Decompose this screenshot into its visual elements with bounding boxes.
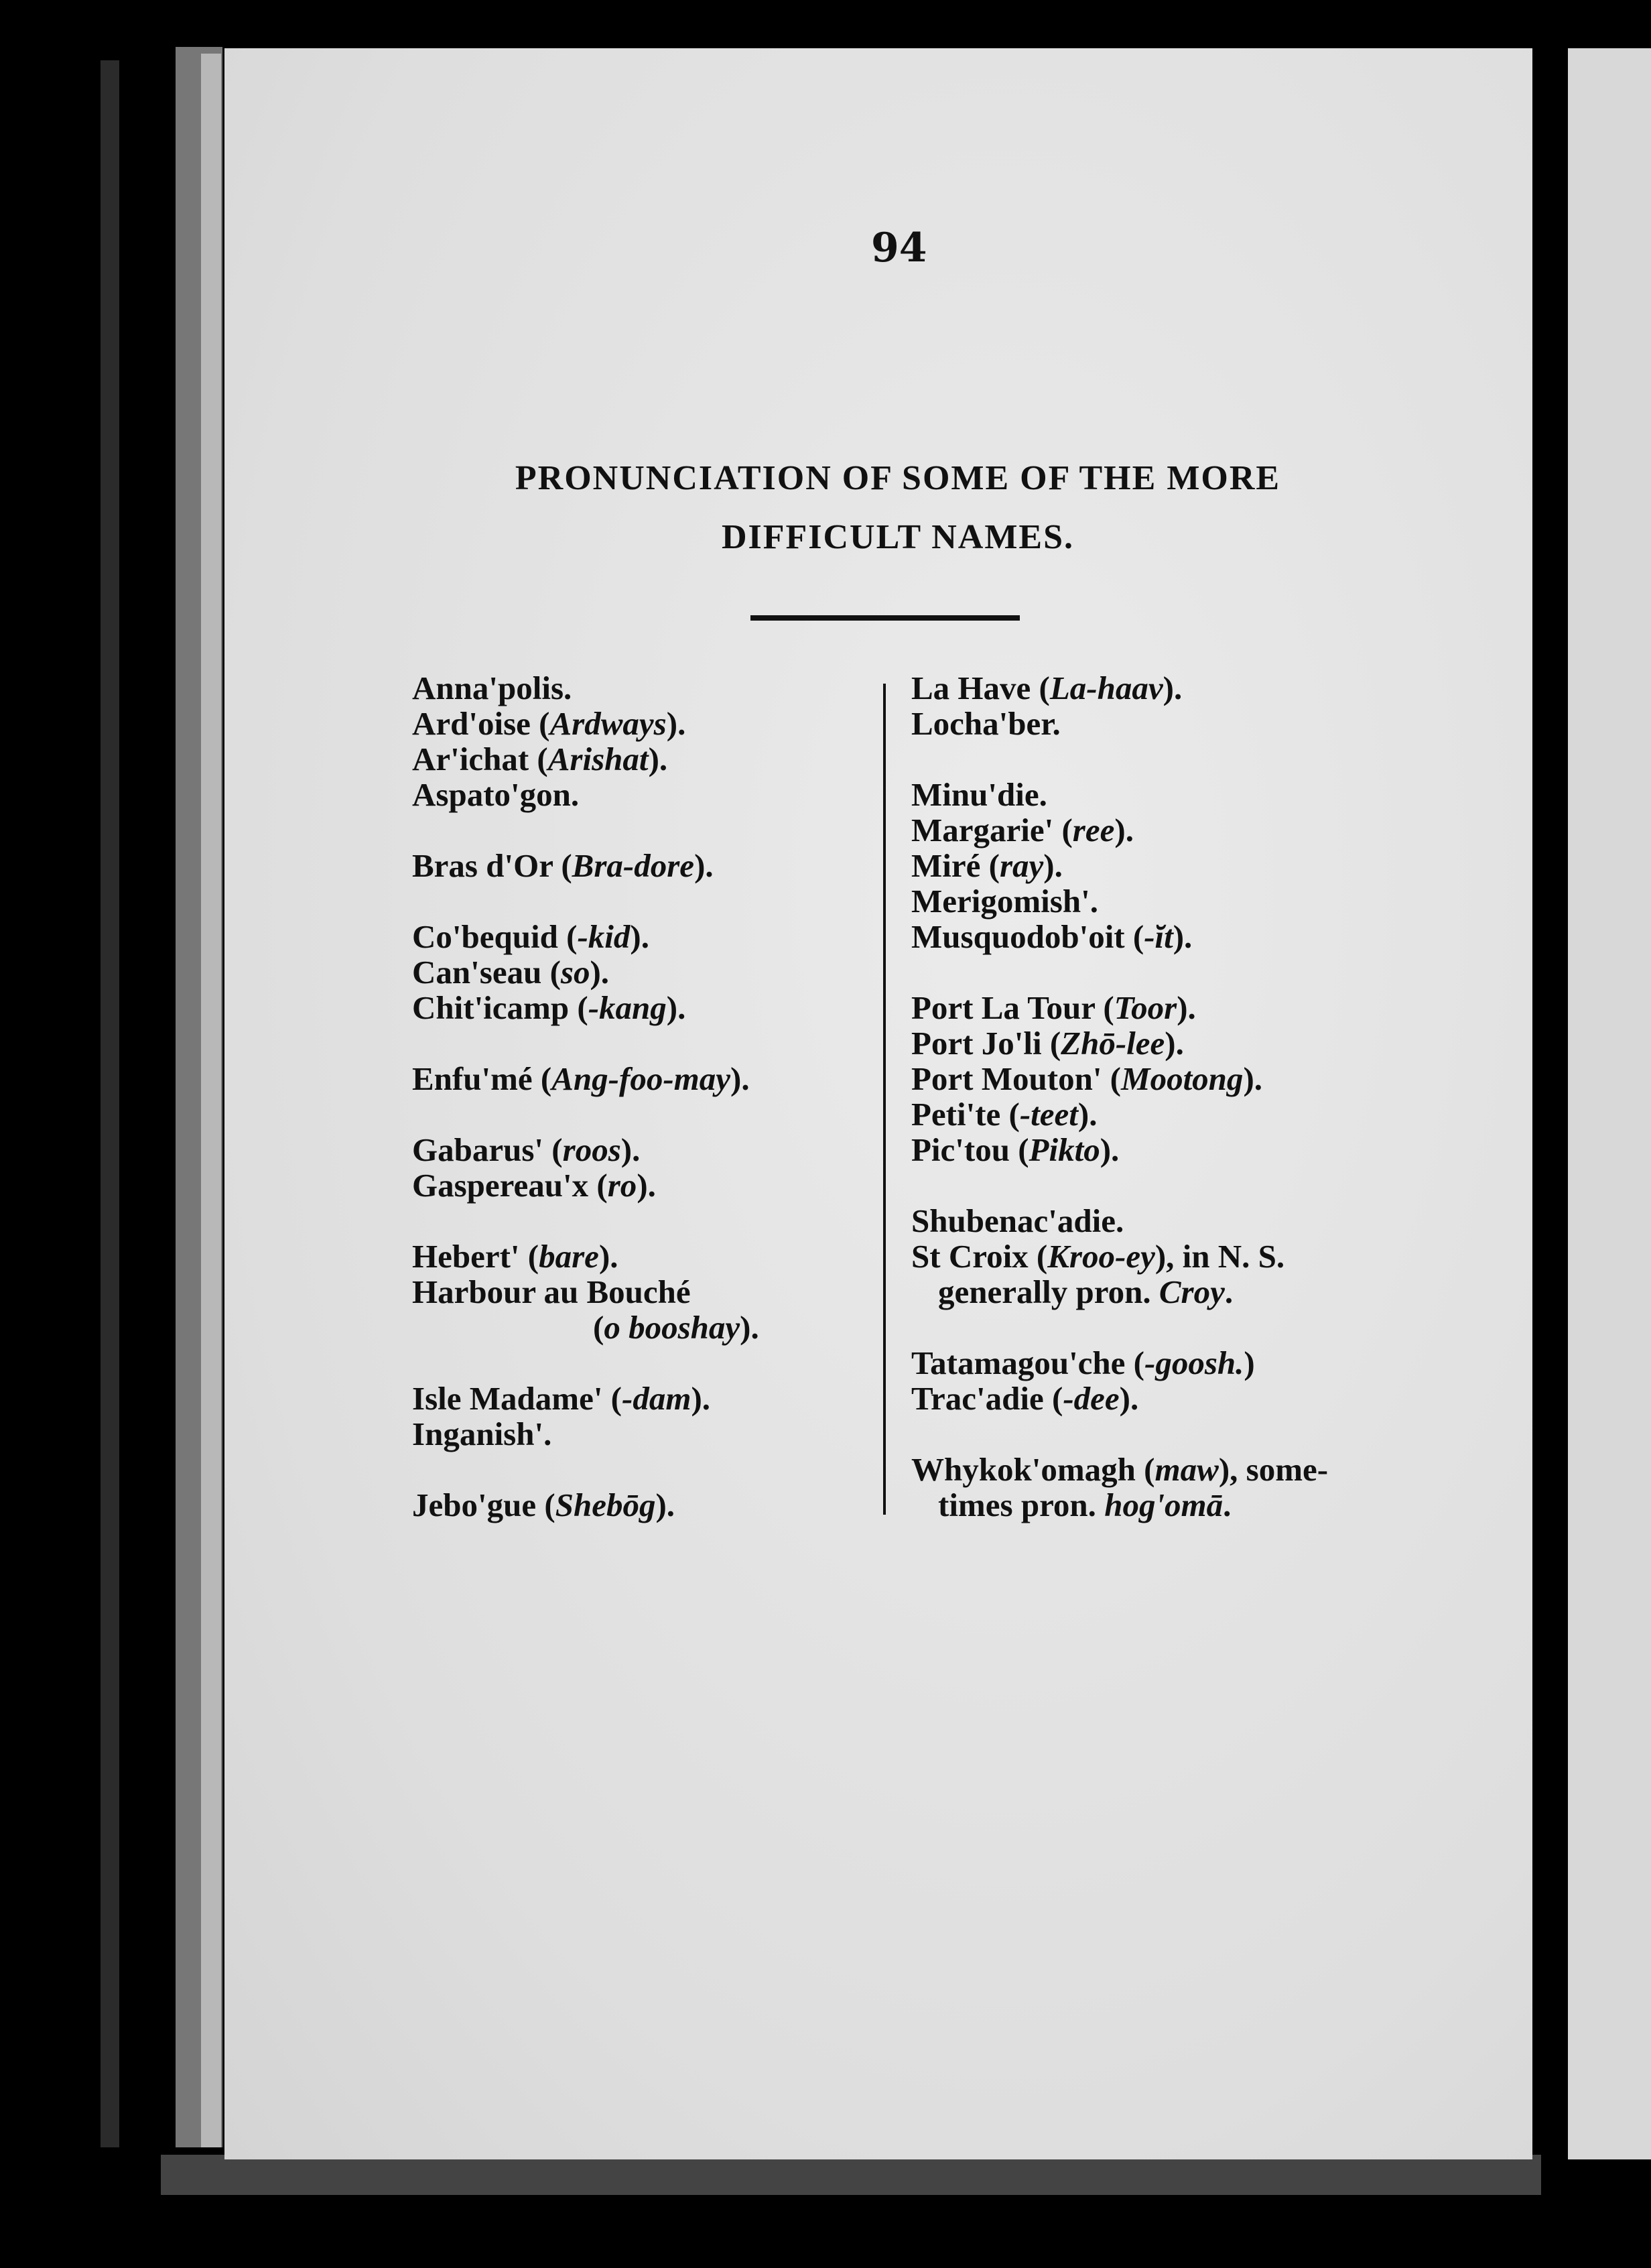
- entry-gap: [412, 812, 881, 848]
- entry-tail: ).: [1243, 1060, 1263, 1097]
- entry-tail: ).: [740, 1309, 759, 1346]
- entry-name: Musquodob'oit (: [911, 918, 1144, 955]
- entry-tail: ).: [691, 1380, 711, 1417]
- place-name-entry: [911, 1132, 1394, 1168]
- entry-name: Merigomish'.: [911, 883, 1098, 920]
- place-name-entry: [412, 1168, 881, 1203]
- place-name-entry: [911, 1239, 1394, 1274]
- place-name-entry: [911, 848, 1394, 883]
- entry-name: St Croix (: [911, 1238, 1048, 1275]
- entry-name: Harbour au Bouché: [412, 1273, 691, 1310]
- entry-pronunciation: roos: [562, 1131, 621, 1168]
- entry-name: Isle Madame' (: [412, 1380, 622, 1417]
- entry-name: Co'bequid (: [412, 918, 578, 955]
- entry-tail: ).: [1100, 1131, 1120, 1168]
- entry-pronunciation: Shebōg: [555, 1487, 656, 1523]
- entry-name: Port Jo'li (: [911, 1025, 1061, 1062]
- entry-pronunciation: so: [560, 954, 590, 991]
- entry-pronunciation: maw: [1154, 1451, 1219, 1488]
- place-name-entry: [412, 1061, 881, 1096]
- entry-pronunciation: o booshay: [604, 1309, 740, 1346]
- entry-pronunciation: hog'omā: [1104, 1487, 1224, 1523]
- entry-gap: [911, 1416, 1394, 1452]
- entry-gap: [412, 1345, 881, 1381]
- entry-tail: ).: [648, 741, 668, 777]
- entry-tail: ).: [1077, 1096, 1098, 1133]
- place-name-entry: [412, 1274, 881, 1310]
- entry-name: Chit'icamp (: [412, 989, 588, 1026]
- entry-name: Anna'polis.: [412, 670, 572, 706]
- entry-pronunciation: Ang-foo-may: [551, 1060, 730, 1097]
- entry-pronunciation: Toor: [1114, 989, 1177, 1026]
- entry-tail: ).: [655, 1487, 675, 1523]
- title-line-1: PRONUNCIATION OF SOME OF THE MORE: [515, 459, 1281, 497]
- entry-name: La Have (: [911, 670, 1050, 706]
- page-title: [469, 449, 1327, 567]
- page-edge-shadow: [101, 60, 119, 2147]
- entry-name: times pron.: [938, 1487, 1105, 1523]
- entry-name: Margarie' (: [911, 812, 1073, 848]
- entry-name: Shubenac'adie.: [911, 1202, 1124, 1239]
- place-name-entry: [412, 670, 881, 706]
- entry-name: Enfu'mé (: [412, 1060, 552, 1097]
- entry-name: Port La Tour (: [911, 989, 1114, 1026]
- place-name-entry: [412, 1310, 881, 1345]
- place-name-entry: [412, 919, 881, 954]
- entry-name: Gaspereau'x (: [412, 1167, 608, 1204]
- entry-tail: ).: [637, 1167, 656, 1204]
- page-edge-light: [201, 54, 221, 2147]
- place-name-entry: [412, 990, 881, 1025]
- place-name-entry: [412, 848, 881, 883]
- entry-tail: .: [1223, 1487, 1232, 1523]
- place-name-entry: [911, 706, 1394, 741]
- entry-pronunciation: Ardways: [549, 705, 667, 742]
- entry-tail: ).: [1165, 1025, 1184, 1062]
- place-name-entry: [412, 954, 881, 990]
- place-name-entry: [911, 1096, 1394, 1132]
- entry-pronunciation: Zhō-lee: [1061, 1025, 1165, 1062]
- place-name-entry: [412, 1132, 881, 1168]
- entry-name: (: [593, 1309, 604, 1346]
- entry-name: Can'seau (: [412, 954, 561, 991]
- entry-pronunciation: bare: [539, 1238, 599, 1275]
- entry-pronunciation: -dam: [622, 1380, 691, 1417]
- entry-pronunciation: -goosh.: [1144, 1344, 1244, 1381]
- left-column: [412, 670, 881, 1523]
- entry-name: Trac'adie (: [911, 1380, 1063, 1417]
- entry-pronunciation: Arishat: [547, 741, 649, 777]
- entry-name: generally pron.: [938, 1273, 1159, 1310]
- entry-tail: ).: [590, 954, 610, 991]
- entry-tail: ).: [630, 918, 649, 955]
- entry-gap: [911, 1168, 1394, 1203]
- entry-tail: ).: [666, 989, 686, 1026]
- entry-pronunciation: -teet: [1019, 1096, 1078, 1133]
- place-name-entry: [911, 1381, 1394, 1416]
- entry-pronunciation: Pikto: [1029, 1131, 1100, 1168]
- title-rule: [750, 615, 1020, 621]
- entry-tail: ).: [1114, 812, 1134, 848]
- place-name-entry: [412, 706, 881, 741]
- entry-tail: ).: [694, 847, 714, 884]
- entry-name: Whykok'omagh (: [911, 1451, 1155, 1488]
- entry-gap: [412, 1096, 881, 1132]
- entry-gap: [412, 1452, 881, 1487]
- entry-name: Ard'oise (: [412, 705, 550, 742]
- place-name-entry: [911, 1061, 1394, 1096]
- entry-pronunciation: Bra-dore: [572, 847, 695, 884]
- entry-pronunciation: -kid: [577, 918, 631, 955]
- entry-tail: ): [1244, 1344, 1255, 1381]
- entry-pronunciation: -dee: [1063, 1380, 1120, 1417]
- right-column: [911, 670, 1394, 1523]
- place-name-entry: [911, 883, 1394, 919]
- entry-tail: ).: [730, 1060, 750, 1097]
- entry-pronunciation: Mootong: [1121, 1060, 1244, 1097]
- place-name-entry: [911, 812, 1394, 848]
- place-name-entry: [911, 1487, 1394, 1523]
- place-name-entry: [911, 1274, 1394, 1310]
- column-divider: [883, 684, 886, 1515]
- entry-tail: .: [1224, 1273, 1234, 1310]
- place-name-entry: [911, 1203, 1394, 1239]
- entry-pronunciation: La-haav: [1049, 670, 1163, 706]
- entry-name: Locha'ber.: [911, 705, 1061, 742]
- facing-page-edge: [1568, 48, 1651, 2159]
- entry-pronunciation: Kroo-ey: [1047, 1238, 1155, 1275]
- entry-tail: ).: [1119, 1380, 1139, 1417]
- entry-name: Peti'te (: [911, 1096, 1020, 1133]
- entry-pronunciation: Croy: [1159, 1273, 1225, 1310]
- title-line-2: DIFFICULT NAMES.: [721, 518, 1075, 556]
- entry-pronunciation: -ĭt: [1144, 918, 1173, 955]
- entry-gap: [911, 1310, 1394, 1345]
- entry-gap: [911, 954, 1394, 990]
- entry-name: Pic'tou (: [911, 1131, 1029, 1168]
- place-name-entry: [412, 1239, 881, 1274]
- entry-tail: ), some-: [1218, 1451, 1329, 1488]
- entry-name: Tatamagou'che (: [911, 1344, 1145, 1381]
- entry-name: Miré (: [911, 847, 1000, 884]
- place-name-entry: [412, 1416, 881, 1452]
- entry-tail: ).: [1177, 989, 1196, 1026]
- entry-name: Port Mouton' (: [911, 1060, 1121, 1097]
- entry-pronunciation: ro: [607, 1167, 637, 1204]
- entry-tail: ).: [666, 705, 686, 742]
- place-name-entry: [911, 990, 1394, 1025]
- entry-name: Ar'ichat (: [412, 741, 548, 777]
- entry-tail: ).: [620, 1131, 641, 1168]
- entry-name: Bras d'Or (: [412, 847, 572, 884]
- entry-tail: ).: [1043, 847, 1063, 884]
- entry-tail: ), in N. S.: [1154, 1238, 1285, 1275]
- entry-name: Hebert' (: [412, 1238, 539, 1275]
- entry-pronunciation: ray: [999, 847, 1044, 884]
- entry-tail: ).: [1173, 918, 1193, 955]
- place-name-entry: [911, 919, 1394, 954]
- entry-tail: ).: [598, 1238, 618, 1275]
- page-number: 94: [871, 225, 927, 271]
- entry-name: Aspato'gon.: [412, 776, 580, 813]
- entry-gap: [412, 1203, 881, 1239]
- entry-gap: [412, 1025, 881, 1061]
- entry-name: Inganish'.: [412, 1415, 552, 1452]
- entry-gap: [911, 741, 1394, 777]
- place-name-entry: [911, 1452, 1394, 1487]
- entry-pronunciation: ree: [1072, 812, 1115, 848]
- entry-pronunciation: -kang: [588, 989, 667, 1026]
- place-name-entry: [911, 670, 1394, 706]
- entry-tail: ).: [1163, 670, 1183, 706]
- place-name-entry: [412, 1487, 881, 1523]
- entry-gap: [412, 883, 881, 919]
- place-name-entry: [412, 777, 881, 812]
- place-name-entry: [911, 777, 1394, 812]
- entry-name: Minu'die.: [911, 776, 1047, 813]
- place-name-entry: [412, 741, 881, 777]
- page-bottom-shadow: [161, 2155, 1541, 2195]
- entry-name: Gabarus' (: [412, 1131, 563, 1168]
- place-name-entry: [911, 1025, 1394, 1061]
- place-name-entry: [412, 1381, 881, 1416]
- entry-name: Jebo'gue (: [412, 1487, 555, 1523]
- place-name-entry: [911, 1345, 1394, 1381]
